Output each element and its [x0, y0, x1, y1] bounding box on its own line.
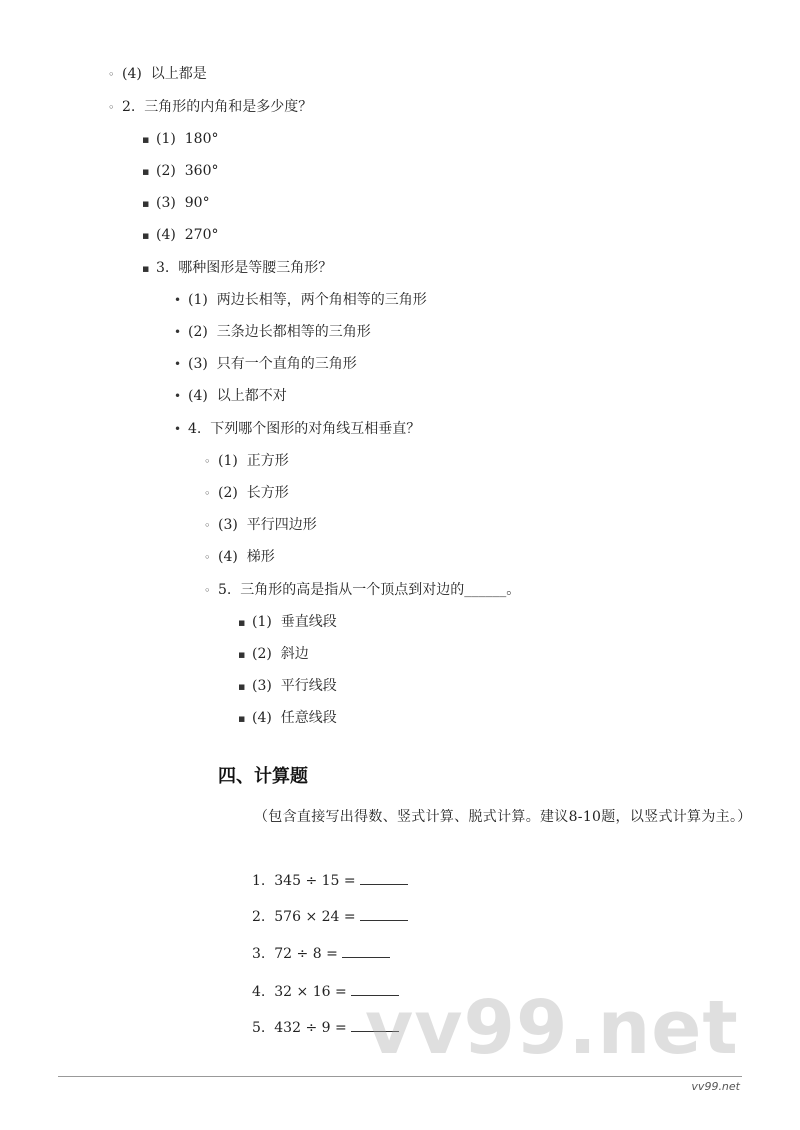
- problem-expression: 72 ÷ 8 =: [274, 946, 338, 962]
- q2-option-4: [142, 225, 218, 246]
- option-text: 以上都不对: [216, 388, 287, 404]
- q3-option-2: [174, 322, 371, 342]
- q2-option-1: [142, 129, 218, 150]
- square-bullet-icon: ▪: [142, 165, 150, 178]
- problem-expression: 345 ÷ 15 =: [274, 873, 356, 889]
- option-text: 垂直线段: [280, 614, 337, 630]
- option-number: (4): [218, 549, 238, 565]
- circle-bullet-icon: ◦: [108, 68, 115, 81]
- question-4: [174, 419, 420, 439]
- q3-option-4: [174, 386, 287, 406]
- calc-problem: [252, 981, 399, 1002]
- answer-blank[interactable]: [351, 981, 399, 996]
- q4-option-2: [204, 483, 289, 504]
- circle-bullet-icon: ◦: [204, 584, 211, 597]
- square-bullet-icon: ▪: [238, 616, 246, 629]
- calc-problem: [252, 943, 390, 964]
- option-number: (2): [188, 324, 208, 340]
- circle-bullet-icon: ◦: [204, 519, 211, 532]
- calc-problem: [252, 1017, 399, 1038]
- question-text: 三角形的高是指从一个顶点到对边的______。: [240, 582, 521, 598]
- q4-option-4: [204, 547, 275, 568]
- list-item: [108, 64, 207, 85]
- option-text: 360°: [184, 163, 219, 179]
- footer-site: vv99.net: [691, 1080, 740, 1093]
- q5-option-2: [238, 644, 309, 665]
- option-number: (3): [252, 678, 272, 694]
- problem-number: 2.: [252, 909, 266, 925]
- square-bullet-icon: ▪: [142, 197, 150, 210]
- option-text: 以上都是: [150, 66, 207, 82]
- option-number: (1): [218, 453, 238, 469]
- q4-option-1: [204, 451, 289, 472]
- question-2: [108, 97, 312, 118]
- option-text: 平行线段: [280, 678, 337, 694]
- footer-divider: [58, 1076, 742, 1077]
- answer-blank[interactable]: [360, 870, 408, 885]
- section-heading: 四、计算题: [218, 766, 308, 787]
- option-text: 长方形: [246, 485, 289, 501]
- calc-problem: [252, 870, 408, 891]
- section-intro: （包含直接写出得数、竖式计算、脱式计算。建议8-10题，以竖式计算为主。）: [254, 809, 752, 825]
- question-number: 5.: [218, 582, 232, 598]
- problem-number: 1.: [252, 873, 266, 889]
- q3-option-1: [174, 290, 427, 310]
- problem-number: 4.: [252, 984, 266, 1000]
- option-number: (4): [156, 227, 176, 243]
- square-bullet-icon: ▪: [238, 712, 246, 725]
- option-text: 任意线段: [280, 710, 337, 726]
- option-number: (4): [188, 388, 208, 404]
- option-number: (4): [252, 710, 272, 726]
- question-text: 三角形的内角和是多少度？: [144, 99, 313, 115]
- option-number: (2): [156, 163, 176, 179]
- circle-bullet-icon: ◦: [204, 455, 211, 468]
- square-bullet-icon: ▪: [142, 229, 150, 242]
- disc-bullet-icon: •: [174, 357, 182, 371]
- disc-bullet-icon: •: [174, 389, 182, 403]
- disc-bullet-icon: •: [174, 293, 182, 307]
- problem-number: 5.: [252, 1020, 266, 1036]
- circle-bullet-icon: ◦: [204, 487, 211, 500]
- question-number: 3.: [156, 260, 170, 276]
- option-text: 平行四边形: [246, 517, 317, 533]
- square-bullet-icon: ▪: [238, 680, 246, 693]
- q4-option-3: [204, 515, 317, 536]
- square-bullet-icon: ▪: [142, 133, 150, 146]
- circle-bullet-icon: ◦: [204, 551, 211, 564]
- question-number: 2.: [122, 99, 136, 115]
- square-bullet-icon: ▪: [142, 262, 150, 275]
- problem-expression: 432 ÷ 9 =: [274, 1020, 347, 1036]
- disc-bullet-icon: •: [174, 422, 182, 436]
- square-bullet-icon: ▪: [238, 648, 246, 661]
- question-number: 4.: [188, 421, 202, 437]
- option-number: (4): [122, 66, 142, 82]
- option-number: (3): [218, 517, 238, 533]
- problem-expression: 32 × 16 =: [274, 984, 347, 1000]
- option-text: 正方形: [246, 453, 289, 469]
- option-number: (1): [188, 292, 208, 308]
- option-text: 梯形: [246, 549, 275, 565]
- question-3: [142, 258, 332, 279]
- option-number: (1): [156, 131, 176, 147]
- q2-option-2: [142, 161, 218, 182]
- option-number: (2): [252, 646, 272, 662]
- question-text: 哪种图形是等腰三角形？: [178, 260, 333, 276]
- q5-option-3: [238, 676, 337, 697]
- option-number: (3): [156, 195, 176, 211]
- answer-blank[interactable]: [360, 906, 408, 921]
- option-number: (1): [252, 614, 272, 630]
- option-number: (2): [218, 485, 238, 501]
- option-text: 90°: [184, 195, 210, 211]
- q5-option-4: [238, 708, 337, 729]
- option-number: (3): [188, 356, 208, 372]
- disc-bullet-icon: •: [174, 325, 182, 339]
- calc-problem: [252, 906, 408, 927]
- option-text: 斜边: [280, 646, 309, 662]
- answer-blank[interactable]: [351, 1017, 399, 1032]
- option-text: 只有一个直角的三角形: [216, 356, 357, 372]
- option-text: 三条边长都相等的三角形: [216, 324, 371, 340]
- problem-expression: 576 × 24 =: [274, 909, 356, 925]
- q2-option-3: [142, 193, 210, 214]
- q3-option-3: [174, 354, 357, 374]
- option-text: 270°: [184, 227, 219, 243]
- question-5: [204, 580, 520, 601]
- option-text: 180°: [184, 131, 219, 147]
- option-text: 两边长相等，两个角相等的三角形: [216, 292, 427, 308]
- watermark: vv99.net: [365, 985, 739, 1071]
- q5-option-1: [238, 612, 337, 633]
- question-text: 下列哪个图形的对角线互相垂直？: [210, 421, 421, 437]
- answer-blank[interactable]: [342, 943, 390, 958]
- circle-bullet-icon: ◦: [108, 101, 115, 114]
- problem-number: 3.: [252, 946, 266, 962]
